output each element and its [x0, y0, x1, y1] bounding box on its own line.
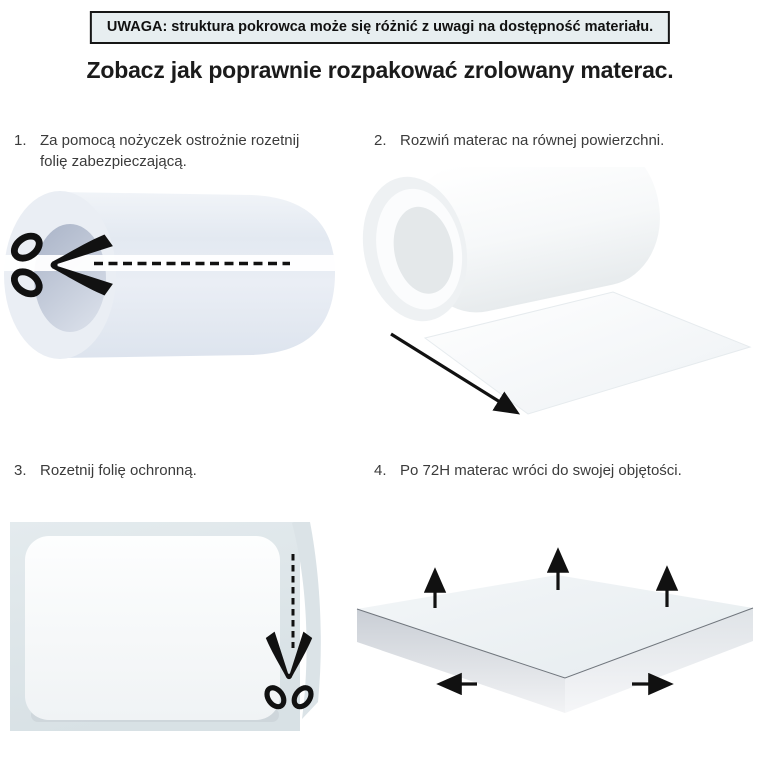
notice-banner-text: UWAGA: struktura pokrowca może się różnić z uwagi na dostępność materiału.	[106, 19, 654, 35]
step-3-caption	[14, 460, 334, 481]
step-1-illustration	[0, 188, 340, 363]
step-2-illustration	[358, 167, 758, 422]
step-4-illustration	[355, 527, 760, 760]
notice-banner	[90, 11, 670, 44]
step-3-illustration	[5, 512, 335, 737]
step-2-text: Rozwiń materac na równej powierzchni.	[400, 132, 665, 149]
expanded-mattress	[357, 575, 753, 713]
step-3-text: Rozetnij folię ochronną.	[40, 462, 197, 479]
step-3-number: 3.	[14, 462, 27, 479]
step-1-text: Za pomocą nożyczek ostrożnie rozetnij folię zabezpieczającą.	[40, 132, 300, 170]
mattress	[25, 536, 280, 720]
step-1-caption	[14, 130, 324, 172]
page-title: Zobacz jak poprawnie rozpakować zrolowany materac.	[86, 57, 674, 83]
step-4-text: Po 72H materac wróci do swojej objętości.	[400, 462, 682, 479]
step-4-caption	[374, 460, 754, 481]
step-4-number: 4.	[374, 462, 387, 479]
step-1-number: 1.	[14, 132, 27, 149]
step-2-number: 2.	[374, 132, 387, 149]
step-2-caption	[374, 130, 754, 151]
rolled-mattress	[4, 191, 335, 359]
